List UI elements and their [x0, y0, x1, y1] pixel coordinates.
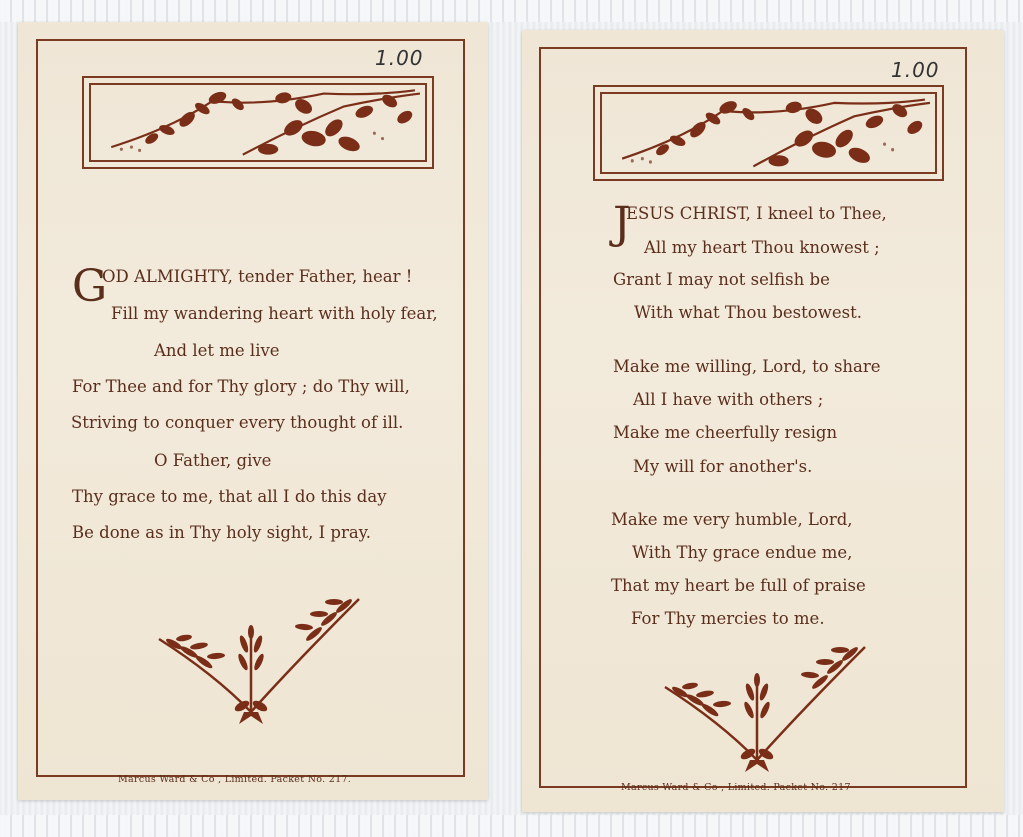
verse-line: Fill my wandering heart with holy fear,	[111, 304, 438, 323]
verse-line: Thy grace to me, that all I do this day	[72, 487, 387, 506]
dropcap-letter: G	[72, 261, 108, 312]
verse-line: All I have with others ;	[633, 390, 824, 409]
wheat-sprig-icon	[660, 642, 870, 772]
verse-line: Grant I may not selfish be	[613, 270, 830, 289]
verse-line: For Thy mercies to me.	[631, 609, 825, 628]
verse-line: All my heart Thou knowest ;	[644, 238, 880, 257]
verse-line: Make me willing, Lord, to share	[613, 357, 881, 376]
prayer-card-right	[522, 30, 1004, 812]
leaf-vignette-icon	[82, 76, 434, 169]
sleeve-bottom-edge	[0, 815, 1023, 837]
verse-line: That my heart be full of praise	[611, 576, 866, 595]
verse-line: My will for another's.	[633, 457, 813, 476]
publisher-footer: Marcus Ward & Co , Limited. Packet No. 217	[621, 782, 851, 793]
verse-line: ESUS CHRIST, I kneel to Thee,	[626, 204, 887, 223]
price-mark: 1.00	[891, 58, 940, 82]
verse-line: With Thy grace endue me,	[632, 543, 853, 562]
verse-line: And let me live	[154, 341, 280, 360]
publisher-footer: Marcus Ward & Co , Limited. Packet No. 217.	[118, 774, 352, 785]
verse-line: Striving to conquer every thought of ill.	[71, 413, 404, 432]
sleeve-top-edge	[0, 0, 1023, 22]
price-mark: 1.00	[375, 46, 424, 70]
verse-line: Make me very humble, Lord,	[611, 510, 853, 529]
verse-line: For Thee and for Thy glory ; do Thy will,	[72, 377, 410, 396]
verse-line: Be done as in Thy holy sight, I pray.	[72, 523, 372, 542]
leaf-vignette-icon	[593, 85, 944, 181]
prayer-card-left	[18, 22, 488, 800]
verse-line: With what Thou bestowest.	[634, 303, 862, 322]
wheat-sprig-icon	[154, 594, 364, 724]
dropcap-letter: J	[613, 198, 631, 249]
verse-line: OD ALMIGHTY, tender Father, hear !	[102, 267, 413, 286]
verse-line: O Father, give	[154, 451, 272, 470]
verse-line: Make me cheerfully resign	[613, 423, 838, 442]
